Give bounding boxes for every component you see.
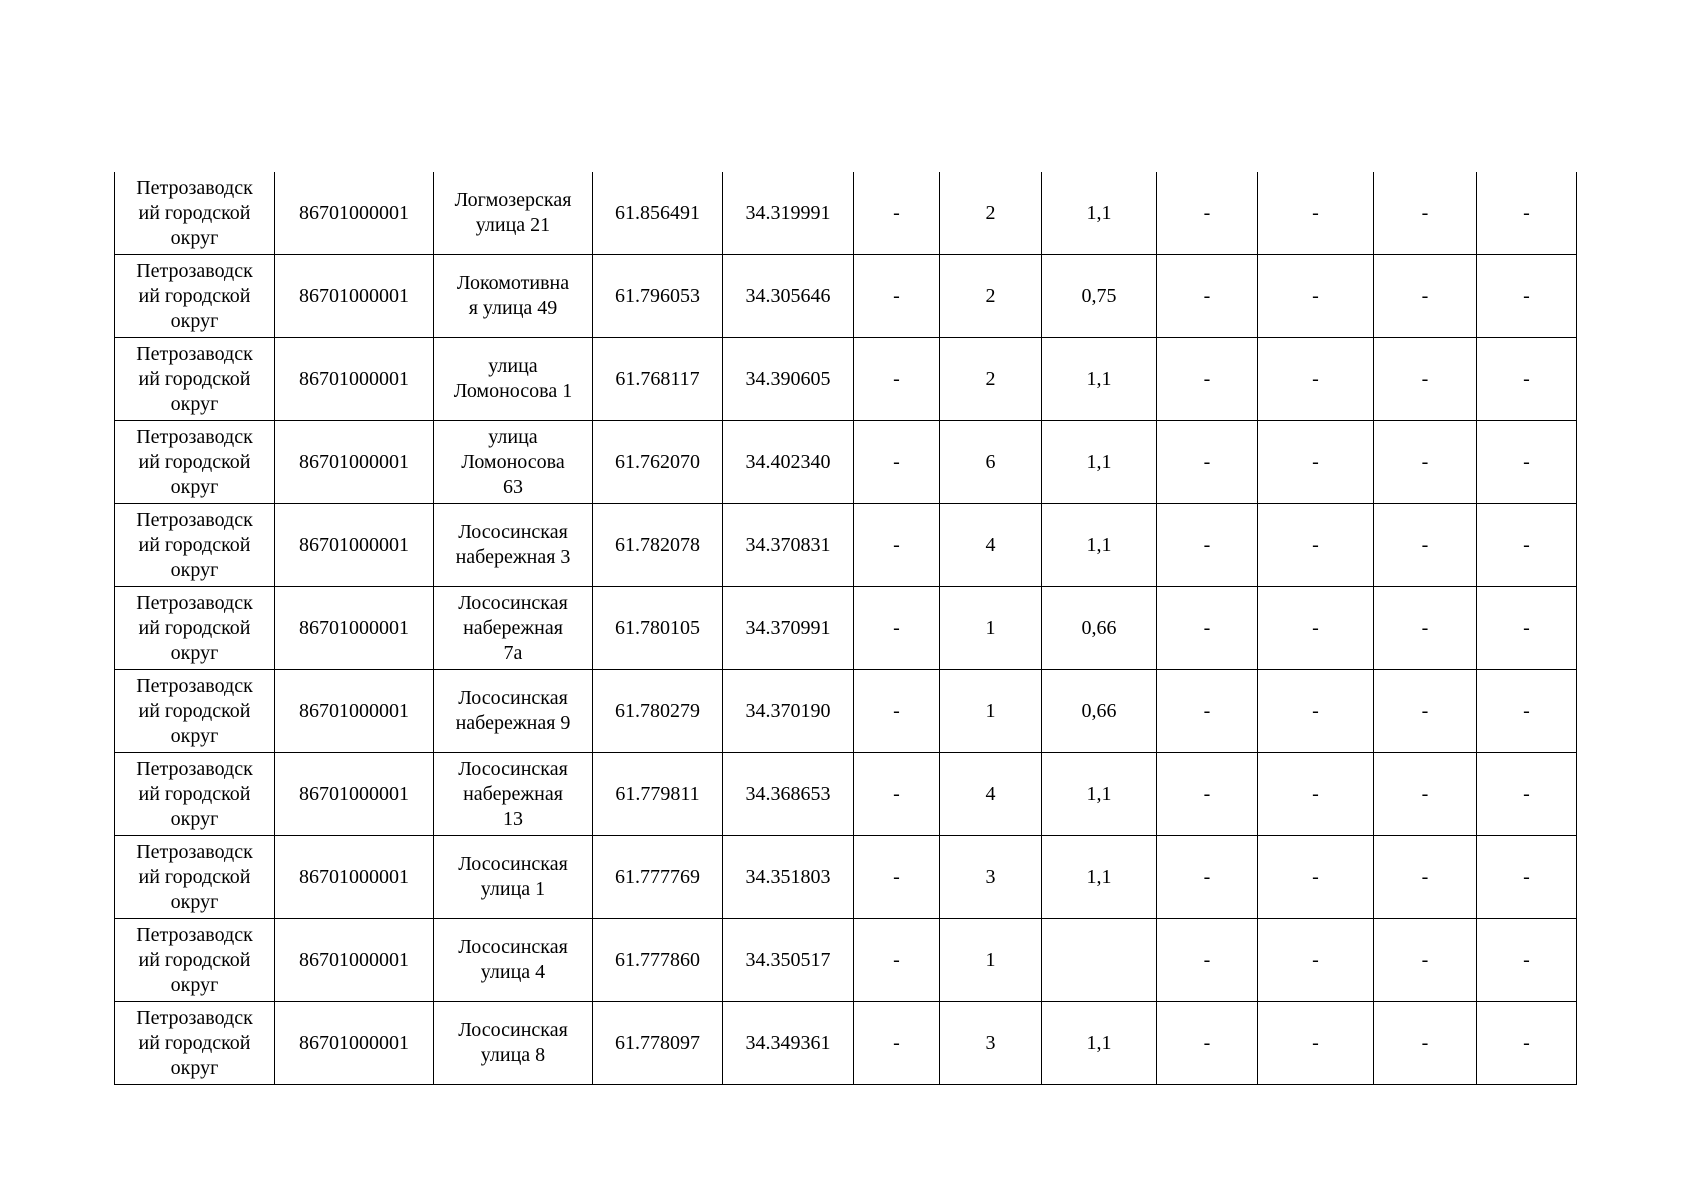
- municipality-cell: Петрозаводск ий городской округ: [115, 836, 275, 919]
- container-count-cell: 1: [940, 919, 1042, 1002]
- column-11-cell: -: [1374, 255, 1477, 338]
- table-row: [115, 1002, 1577, 1085]
- municipality-cell: Петрозаводск ий городской округ: [115, 670, 275, 753]
- address-cell: Лососинская улица 8: [434, 1002, 593, 1085]
- container-count-cell: 4: [940, 504, 1042, 587]
- column-9-cell: -: [1157, 1002, 1258, 1085]
- municipality-cell: Петрозаводск ий городской округ: [115, 421, 275, 504]
- column-9-cell: -: [1157, 255, 1258, 338]
- column-10-cell: -: [1258, 338, 1374, 421]
- column-12-cell: -: [1477, 504, 1577, 587]
- latitude-cell: 61.777769: [593, 836, 723, 919]
- container-count-cell: 4: [940, 753, 1042, 836]
- longitude-cell: 34.370190: [723, 670, 854, 753]
- column-12-cell: -: [1477, 919, 1577, 1002]
- latitude-cell: 61.780279: [593, 670, 723, 753]
- table-row: [115, 172, 1577, 255]
- column-12-cell: -: [1477, 172, 1577, 255]
- oktmo-cell: 86701000001: [275, 255, 434, 338]
- municipality-cell: Петрозаводск ий городской округ: [115, 919, 275, 1002]
- container-volume-cell: 1,1: [1042, 1002, 1157, 1085]
- table-row: [115, 255, 1577, 338]
- table-row: [115, 836, 1577, 919]
- column-6-cell: -: [854, 919, 940, 1002]
- container-count-cell: 6: [940, 421, 1042, 504]
- column-10-cell: -: [1258, 753, 1374, 836]
- container-count-cell: 1: [940, 587, 1042, 670]
- address-cell: Логмозерская улица 21: [434, 172, 593, 255]
- column-6-cell: -: [854, 1002, 940, 1085]
- column-11-cell: -: [1374, 836, 1477, 919]
- longitude-cell: 34.351803: [723, 836, 854, 919]
- column-12-cell: -: [1477, 670, 1577, 753]
- longitude-cell: 34.390605: [723, 338, 854, 421]
- oktmo-cell: 86701000001: [275, 421, 434, 504]
- column-10-cell: -: [1258, 421, 1374, 504]
- column-10-cell: -: [1258, 172, 1374, 255]
- column-12-cell: -: [1477, 753, 1577, 836]
- longitude-cell: 34.368653: [723, 753, 854, 836]
- column-9-cell: -: [1157, 836, 1258, 919]
- latitude-cell: 61.856491: [593, 172, 723, 255]
- column-9-cell: -: [1157, 338, 1258, 421]
- column-6-cell: -: [854, 504, 940, 587]
- municipality-cell: Петрозаводск ий городской округ: [115, 753, 275, 836]
- address-cell: Лососинская набережная 7а: [434, 587, 593, 670]
- municipality-cell: Петрозаводск ий городской округ: [115, 504, 275, 587]
- container-sites-table: [114, 172, 1577, 1085]
- table-row: [115, 919, 1577, 1002]
- container-volume-cell: 1,1: [1042, 338, 1157, 421]
- column-9-cell: -: [1157, 587, 1258, 670]
- table-row: [115, 338, 1577, 421]
- column-6-cell: -: [854, 670, 940, 753]
- container-volume-cell: 0,75: [1042, 255, 1157, 338]
- column-9-cell: -: [1157, 919, 1258, 1002]
- container-count-cell: 1: [940, 670, 1042, 753]
- column-9-cell: -: [1157, 172, 1258, 255]
- column-11-cell: -: [1374, 753, 1477, 836]
- oktmo-cell: 86701000001: [275, 836, 434, 919]
- column-10-cell: -: [1258, 504, 1374, 587]
- address-cell: Локомотивна я улица 49: [434, 255, 593, 338]
- table-row: [115, 587, 1577, 670]
- column-11-cell: -: [1374, 919, 1477, 1002]
- container-count-cell: 3: [940, 836, 1042, 919]
- column-11-cell: -: [1374, 504, 1477, 587]
- latitude-cell: 61.780105: [593, 587, 723, 670]
- address-cell: Лососинская улица 1: [434, 836, 593, 919]
- container-volume-cell: 1,1: [1042, 504, 1157, 587]
- column-11-cell: -: [1374, 172, 1477, 255]
- oktmo-cell: 86701000001: [275, 670, 434, 753]
- municipality-cell: Петрозаводск ий городской округ: [115, 172, 275, 255]
- container-volume-cell: 0,66: [1042, 670, 1157, 753]
- oktmo-cell: 86701000001: [275, 504, 434, 587]
- longitude-cell: 34.350517: [723, 919, 854, 1002]
- longitude-cell: 34.319991: [723, 172, 854, 255]
- latitude-cell: 61.796053: [593, 255, 723, 338]
- address-cell: Лососинская улица 4: [434, 919, 593, 1002]
- column-9-cell: -: [1157, 504, 1258, 587]
- longitude-cell: 34.370991: [723, 587, 854, 670]
- table-row: [115, 753, 1577, 836]
- longitude-cell: 34.305646: [723, 255, 854, 338]
- column-12-cell: -: [1477, 836, 1577, 919]
- oktmo-cell: 86701000001: [275, 753, 434, 836]
- column-12-cell: -: [1477, 255, 1577, 338]
- container-count-cell: 2: [940, 255, 1042, 338]
- column-9-cell: -: [1157, 670, 1258, 753]
- column-6-cell: -: [854, 836, 940, 919]
- column-12-cell: -: [1477, 1002, 1577, 1085]
- container-volume-cell: 0,66: [1042, 587, 1157, 670]
- municipality-cell: Петрозаводск ий городской округ: [115, 1002, 275, 1085]
- address-cell: улица Ломоносова 63: [434, 421, 593, 504]
- latitude-cell: 61.778097: [593, 1002, 723, 1085]
- latitude-cell: 61.782078: [593, 504, 723, 587]
- container-volume-cell: 1,1: [1042, 172, 1157, 255]
- table-row: [115, 670, 1577, 753]
- column-10-cell: -: [1258, 587, 1374, 670]
- latitude-cell: 61.779811: [593, 753, 723, 836]
- table-body: [115, 172, 1577, 1085]
- latitude-cell: 61.762070: [593, 421, 723, 504]
- oktmo-cell: 86701000001: [275, 587, 434, 670]
- column-6-cell: -: [854, 421, 940, 504]
- column-11-cell: -: [1374, 1002, 1477, 1085]
- longitude-cell: 34.370831: [723, 504, 854, 587]
- longitude-cell: 34.402340: [723, 421, 854, 504]
- container-count-cell: 2: [940, 338, 1042, 421]
- longitude-cell: 34.349361: [723, 1002, 854, 1085]
- container-count-cell: 3: [940, 1002, 1042, 1085]
- container-volume-cell: [1042, 919, 1157, 1002]
- column-6-cell: -: [854, 338, 940, 421]
- column-12-cell: -: [1477, 421, 1577, 504]
- address-cell: Лососинская набережная 13: [434, 753, 593, 836]
- address-cell: Лососинская набережная 9: [434, 670, 593, 753]
- column-10-cell: -: [1258, 919, 1374, 1002]
- municipality-cell: Петрозаводск ий городской округ: [115, 587, 275, 670]
- column-9-cell: -: [1157, 753, 1258, 836]
- oktmo-cell: 86701000001: [275, 338, 434, 421]
- column-11-cell: -: [1374, 338, 1477, 421]
- column-10-cell: -: [1258, 255, 1374, 338]
- column-10-cell: -: [1258, 836, 1374, 919]
- latitude-cell: 61.768117: [593, 338, 723, 421]
- container-volume-cell: 1,1: [1042, 753, 1157, 836]
- container-volume-cell: 1,1: [1042, 421, 1157, 504]
- municipality-cell: Петрозаводск ий городской округ: [115, 338, 275, 421]
- municipality-cell: Петрозаводск ий городской округ: [115, 255, 275, 338]
- column-12-cell: -: [1477, 587, 1577, 670]
- column-11-cell: -: [1374, 587, 1477, 670]
- table-row: [115, 504, 1577, 587]
- column-6-cell: -: [854, 172, 940, 255]
- oktmo-cell: 86701000001: [275, 172, 434, 255]
- oktmo-cell: 86701000001: [275, 919, 434, 1002]
- container-count-cell: 2: [940, 172, 1042, 255]
- column-10-cell: -: [1258, 1002, 1374, 1085]
- latitude-cell: 61.777860: [593, 919, 723, 1002]
- table-row: [115, 421, 1577, 504]
- column-12-cell: -: [1477, 338, 1577, 421]
- column-6-cell: -: [854, 255, 940, 338]
- column-6-cell: -: [854, 587, 940, 670]
- column-6-cell: -: [854, 753, 940, 836]
- column-10-cell: -: [1258, 670, 1374, 753]
- address-cell: Лососинская набережная 3: [434, 504, 593, 587]
- oktmo-cell: 86701000001: [275, 1002, 434, 1085]
- container-volume-cell: 1,1: [1042, 836, 1157, 919]
- column-11-cell: -: [1374, 670, 1477, 753]
- address-cell: улица Ломоносова 1: [434, 338, 593, 421]
- column-11-cell: -: [1374, 421, 1477, 504]
- column-9-cell: -: [1157, 421, 1258, 504]
